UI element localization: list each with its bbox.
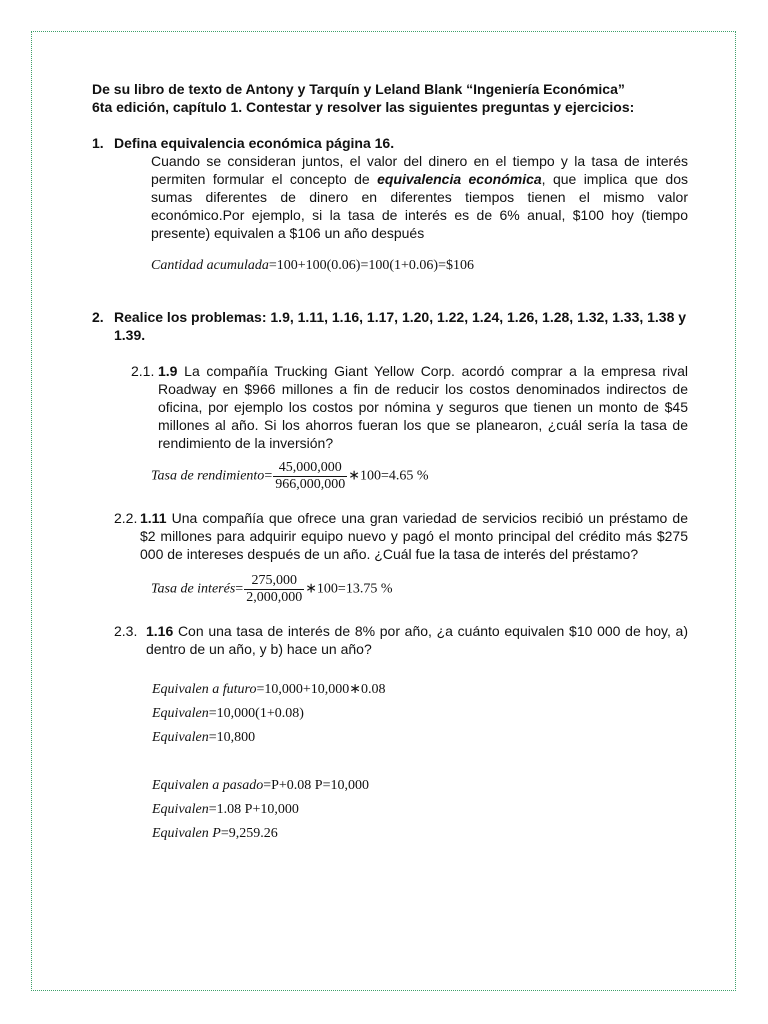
fraction-denominator: 2,000,000 [246, 590, 303, 605]
formula-equals: = [235, 581, 244, 597]
problem-1-9-body [158, 362, 688, 452]
equation-line [152, 798, 688, 822]
equation-label: Equivalen [152, 706, 209, 721]
equation-label: Equivalen a pasado [152, 778, 264, 793]
problem-1-11-id: 1.11 [140, 510, 167, 526]
intro-line-1: De su libro de texto de Antony y Tarquín y Leland Blank “Ingeniería Económica” [92, 81, 625, 97]
intro-line-2: 6ta edición, capítulo 1. Contestar y resolver las siguientes preguntas y ejercicios: [92, 99, 635, 115]
equation-expression: =9,259.26 [220, 826, 278, 841]
equation-line [152, 726, 688, 750]
equation-expression: =10,800 [208, 730, 256, 745]
equation-expression: =10,000+10,000∗0.08 [256, 682, 386, 697]
formula-label: Cantidad acumulada [151, 258, 269, 273]
formula-tasa-interes [151, 573, 688, 606]
problem-1-16-body [146, 622, 688, 658]
equations-future [152, 678, 688, 750]
answer-text-b: , que implica que dos sumas diferentes de dinero en diferentes tiempos tienen el mismo valor económico.Por ejemplo, si la tasa de interés es de 6% anual, $100 hoy (tiempo presente) equivalen a $106 un año después [151, 171, 688, 241]
formula-expression: =100+100(0.06)=100(1+0.06)=$106 [268, 258, 474, 273]
problem-1-11-text: Una compañía que ofrece una gran variedad de servicios recibió un préstamo de $2 millones para adquirir equipo nuevo y pagó el monto principal del crédito más $275 000 de intereses después de un año. ¿Cuál fue la tasa de interés del préstamo? [140, 510, 688, 562]
problem-1-9-text: La compañía Trucking Giant Yellow Corp. acordó comprar a la empresa rival Roadway en $966 millones a fin de reducir los costos denominados indirectos de oficina, por ejemplo los costos por nómina y seguros que tienen un monto de $45 millones al año. Si los ahorros fueran los que se planearon, ¿cuál sería la tasa de rendimiento de la inversión? [158, 363, 688, 451]
equation-label: Equivalen a futuro [152, 682, 257, 697]
equation-line [152, 702, 688, 726]
problem-1-11 [114, 509, 688, 563]
problem-1-9 [131, 362, 688, 452]
problem-1-9-label: 2.1. [131, 363, 155, 379]
fraction [273, 460, 347, 493]
question-2-heading [92, 308, 688, 344]
fraction-denominator: 966,000,000 [275, 477, 346, 492]
problem-1-9-id: 1.9 [158, 363, 178, 379]
problem-1-16-id: 1.16 [146, 623, 174, 639]
formula-label: Tasa de interés [151, 581, 236, 597]
formula-result: ∗100=4.65 % [348, 468, 429, 484]
fraction-numerator: 45,000,000 [273, 460, 347, 477]
equation-line [152, 822, 688, 846]
question-1-heading [92, 134, 688, 152]
equation-label: Equivalen [152, 730, 209, 745]
question-1-number: 1. [92, 135, 104, 151]
fraction [244, 573, 304, 606]
formula-equals: = [264, 468, 273, 484]
question-1-answer [151, 152, 688, 242]
equation-expression: =1.08 P+10,000 [208, 802, 299, 817]
equation-label: Equivalen [152, 802, 209, 817]
intro-heading [92, 80, 688, 116]
equation-expression: =P+0.08 P=10,000 [263, 778, 369, 793]
question-2-title: Realice los problemas: 1.9, 1.11, 1.16, 1.17, 1.20, 1.22, 1.24, 1.26, 1.28, 1.32, 1.33, 1.38 y 1.39. [114, 309, 687, 343]
document-content [92, 80, 688, 846]
equations-past [152, 774, 688, 846]
problem-1-16-label: 2.3. [114, 623, 138, 639]
answer-text-a: Cuando se consideran juntos, el valor del dinero en el tiempo y la tasa de interés permiten formular el concepto de [151, 153, 688, 187]
problem-1-11-label: 2.2. [114, 510, 138, 526]
problem-1-16-text: Con una tasa de interés de 8% por año, ¿a cuánto equivalen $10 000 de hoy, a) dentro de un año, y b) hace un año? [146, 623, 688, 657]
equation-line [152, 678, 688, 702]
formula-label: Tasa de rendimiento [151, 468, 265, 484]
problem-1-11-body [140, 509, 688, 563]
fraction-numerator: 275,000 [244, 573, 304, 590]
equation-label: Equivalen P [152, 826, 221, 841]
equation-line [152, 774, 688, 798]
formula-cantidad-acumulada [151, 254, 688, 278]
question-1-title: Defina equivalencia económica página 16. [114, 135, 395, 151]
question-2-number: 2. [92, 309, 104, 325]
problem-1-16 [114, 622, 688, 658]
formula-tasa-rendimiento [151, 460, 688, 493]
formula-result: ∗100=13.75 % [305, 581, 393, 597]
equation-expression: =10,000(1+0.08) [208, 706, 304, 721]
answer-emphasis: equivalencia económica [377, 171, 542, 187]
